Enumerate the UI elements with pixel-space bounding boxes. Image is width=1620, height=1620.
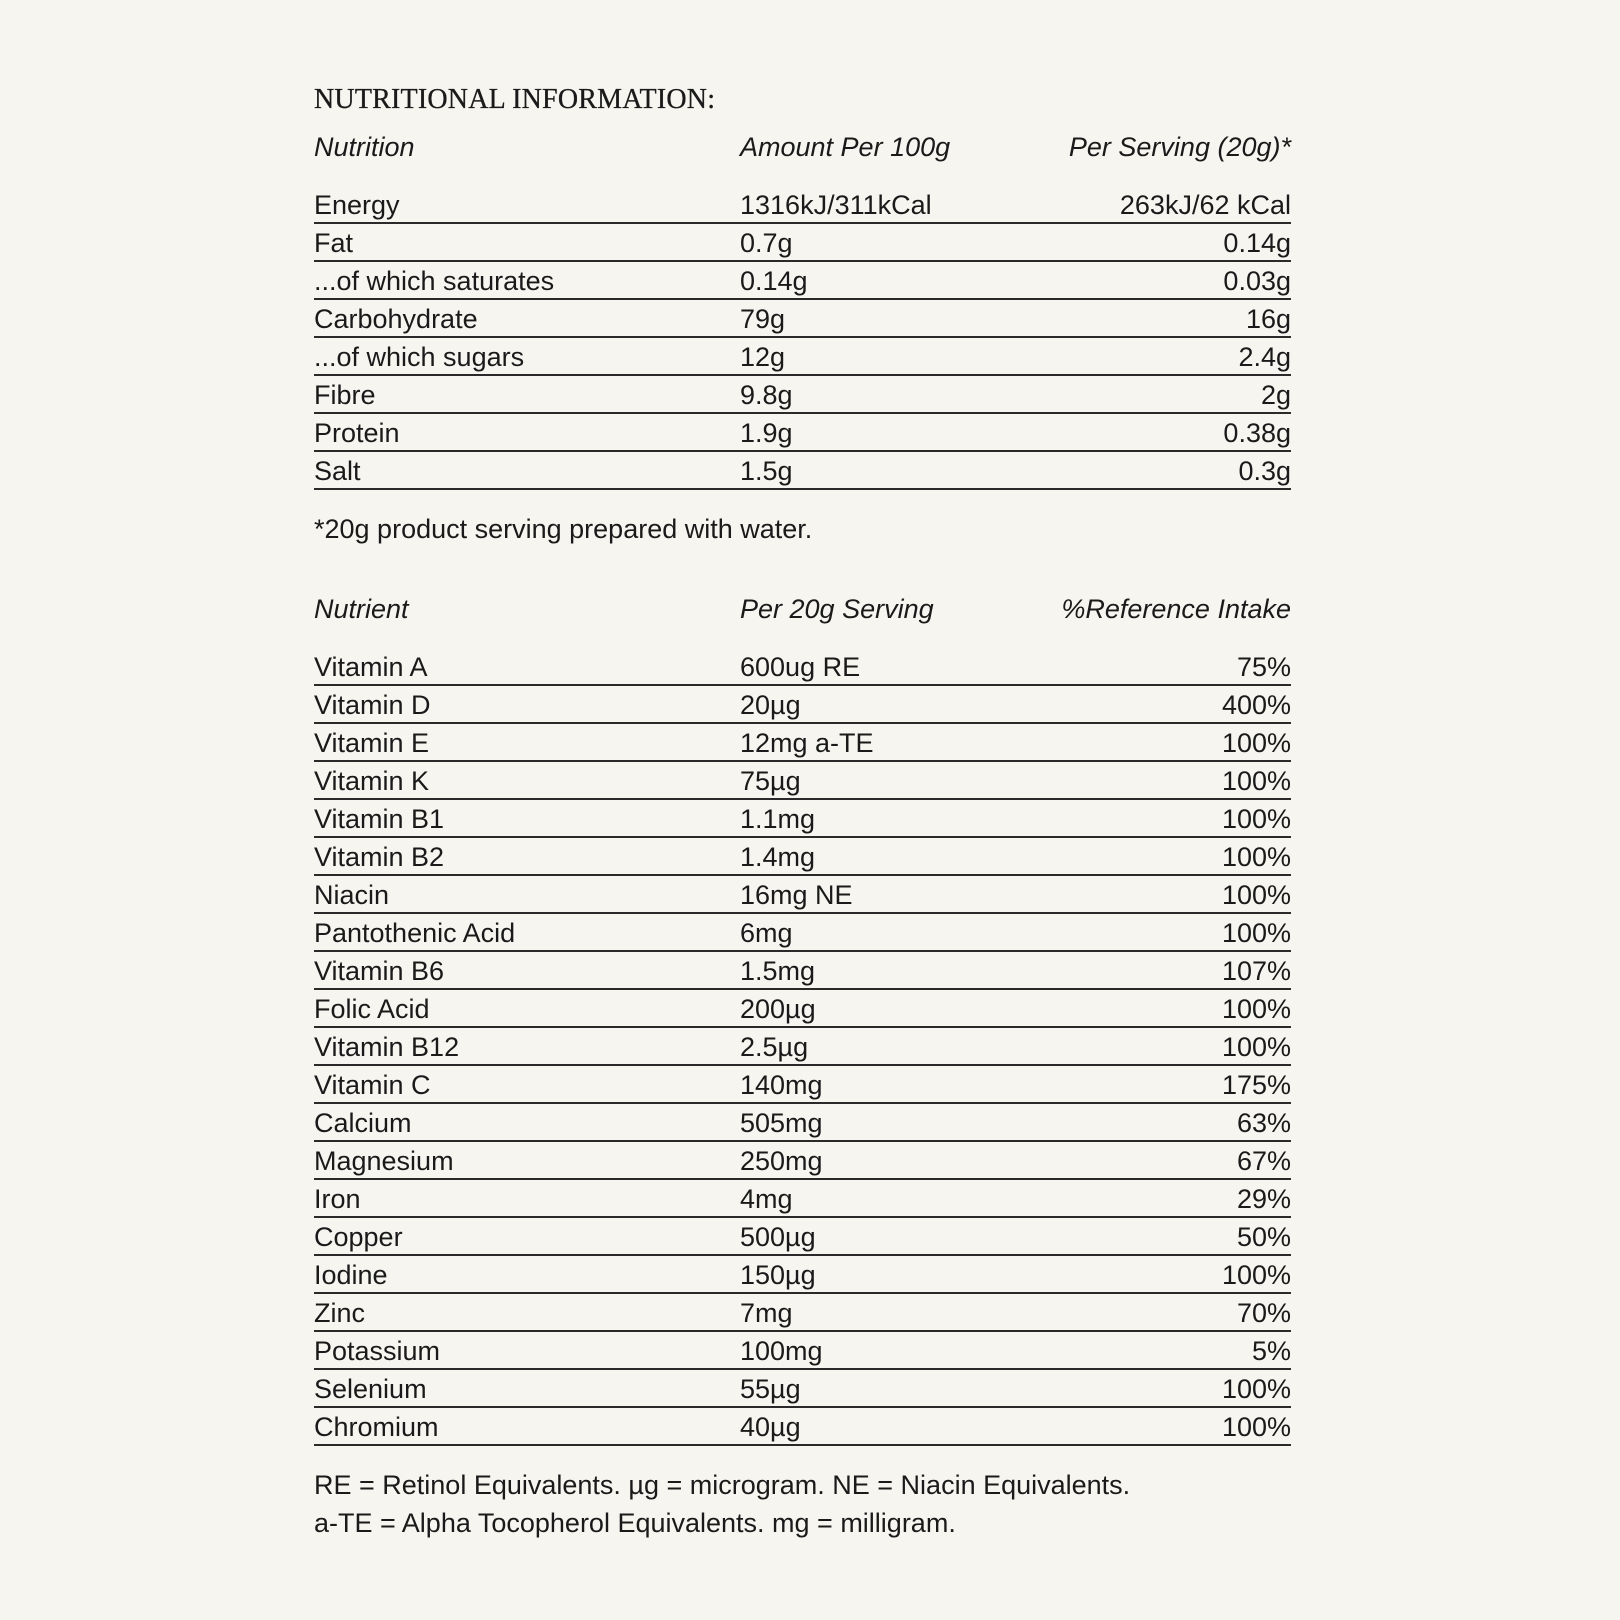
abbreviations-line-2: a-TE = Alpha Tocopherol Equivalents. mg = milligram.: [314, 1508, 956, 1538]
nutrient-name: Niacin: [314, 875, 740, 913]
amount-value: 600ug RE: [740, 648, 992, 685]
column-header-reference-intake: %Reference Intake: [1061, 594, 1291, 624]
table-row: [314, 799, 1291, 837]
serving-value: 16g: [1008, 299, 1291, 337]
serving-value: 100%: [992, 761, 1291, 799]
serving-value: 75%: [992, 648, 1291, 685]
serving-value: 100%: [992, 1369, 1291, 1407]
amount-value: 4mg: [740, 1179, 992, 1217]
serving-value: 400%: [992, 685, 1291, 723]
micronutrient-table-body: [314, 648, 1291, 1445]
amount-value: 1.9g: [740, 413, 1008, 451]
nutrient-name: ...of which saturates: [314, 261, 740, 299]
table-row: [314, 261, 1291, 299]
nutrient-name: Selenium: [314, 1369, 740, 1407]
table-header-row: [314, 594, 1291, 648]
serving-value: 100%: [992, 875, 1291, 913]
nutrient-name: Vitamin E: [314, 723, 740, 761]
nutrient-name: Calcium: [314, 1103, 740, 1141]
nutrient-name: Copper: [314, 1217, 740, 1255]
serving-value: 0.14g: [1008, 223, 1291, 261]
serving-value: 70%: [992, 1293, 1291, 1331]
nutrient-name: Vitamin B6: [314, 951, 740, 989]
table-row: [314, 223, 1291, 261]
table-row: [314, 186, 1291, 223]
serving-value: 100%: [992, 1407, 1291, 1445]
amount-value: 2.5µg: [740, 1027, 992, 1065]
amount-value: 150µg: [740, 1255, 992, 1293]
amount-value: 16mg NE: [740, 875, 992, 913]
amount-value: 20µg: [740, 685, 992, 723]
micronutrient-table: [314, 594, 1291, 1446]
serving-value: 50%: [992, 1217, 1291, 1255]
table-header-row: [314, 132, 1291, 186]
serving-value: 0.3g: [1008, 451, 1291, 489]
nutrition-panel: [314, 84, 1291, 1542]
amount-value: 0.7g: [740, 223, 1008, 261]
nutrient-name: Iron: [314, 1179, 740, 1217]
serving-value: 29%: [992, 1179, 1291, 1217]
nutrient-name: Vitamin B1: [314, 799, 740, 837]
table-row: [314, 1293, 1291, 1331]
amount-value: 12g: [740, 337, 1008, 375]
abbreviations-line-1: RE = Retinol Equivalents. µg = microgram. NE = Niacin Equivalents.: [314, 1470, 1131, 1500]
amount-value: 12mg a-TE: [740, 723, 992, 761]
serving-value: 2.4g: [1008, 337, 1291, 375]
serving-value: 100%: [992, 913, 1291, 951]
serving-value: 100%: [992, 1255, 1291, 1293]
amount-value: 7mg: [740, 1293, 992, 1331]
amount-value: 140mg: [740, 1065, 992, 1103]
table-row: [314, 1331, 1291, 1369]
serving-value: 63%: [992, 1103, 1291, 1141]
amount-value: 500µg: [740, 1217, 992, 1255]
amount-value: 6mg: [740, 913, 992, 951]
table-row: [314, 1179, 1291, 1217]
nutrient-name: Vitamin B12: [314, 1027, 740, 1065]
table-row: [314, 337, 1291, 375]
amount-value: 250mg: [740, 1141, 992, 1179]
table-row: [314, 1141, 1291, 1179]
column-header-per-serving: Per Serving (20g)*: [1068, 132, 1291, 162]
serving-value: 263kJ/62 kCal: [1008, 186, 1291, 223]
amount-value: 75µg: [740, 761, 992, 799]
table-row: [314, 875, 1291, 913]
abbreviations-footnote: [314, 1466, 1291, 1542]
amount-value: 1316kJ/311kCal: [740, 186, 1008, 223]
table-row: [314, 1065, 1291, 1103]
nutrient-name: Fibre: [314, 375, 740, 413]
amount-value: 1.5g: [740, 451, 1008, 489]
nutrient-name: Vitamin A: [314, 648, 740, 685]
nutrient-name: Pantothenic Acid: [314, 913, 740, 951]
table-row: [314, 1369, 1291, 1407]
serving-value: 0.38g: [1008, 413, 1291, 451]
serving-value: 107%: [992, 951, 1291, 989]
nutrition-table: [314, 132, 1291, 490]
amount-value: 1.4mg: [740, 837, 992, 875]
nutrient-name: Energy: [314, 186, 740, 223]
table-row: [314, 375, 1291, 413]
nutrient-name: Folic Acid: [314, 989, 740, 1027]
table-row: [314, 761, 1291, 799]
serving-footnote: *20g product serving prepared with water.: [314, 514, 813, 544]
nutrient-name: Vitamin B2: [314, 837, 740, 875]
nutrient-name: Vitamin K: [314, 761, 740, 799]
column-header-nutrient: Nutrient: [314, 594, 409, 624]
column-header-nutrition: Nutrition: [314, 132, 415, 162]
serving-value: 100%: [992, 799, 1291, 837]
serving-value: 100%: [992, 723, 1291, 761]
serving-value: 100%: [992, 837, 1291, 875]
nutrient-name: Zinc: [314, 1293, 740, 1331]
nutrient-name: Magnesium: [314, 1141, 740, 1179]
table-row: [314, 1255, 1291, 1293]
nutrient-name: Salt: [314, 451, 740, 489]
serving-value: 0.03g: [1008, 261, 1291, 299]
amount-value: 100mg: [740, 1331, 992, 1369]
table-row: [314, 1407, 1291, 1445]
page-title: NUTRITIONAL INFORMATION:: [314, 84, 716, 115]
amount-value: 79g: [740, 299, 1008, 337]
nutrient-name: Iodine: [314, 1255, 740, 1293]
amount-value: 0.14g: [740, 261, 1008, 299]
amount-value: 55µg: [740, 1369, 992, 1407]
table-row: [314, 723, 1291, 761]
amount-value: 9.8g: [740, 375, 1008, 413]
nutrient-name: Protein: [314, 413, 740, 451]
table-row: [314, 648, 1291, 685]
nutrient-name: ...of which sugars: [314, 337, 740, 375]
table-row: [314, 837, 1291, 875]
serving-value: 2g: [1008, 375, 1291, 413]
nutrient-name: Vitamin D: [314, 685, 740, 723]
table-row: [314, 1103, 1291, 1141]
serving-value: 100%: [992, 1027, 1291, 1065]
serving-value: 5%: [992, 1331, 1291, 1369]
serving-value: 100%: [992, 989, 1291, 1027]
serving-value: 175%: [992, 1065, 1291, 1103]
table-row: [314, 299, 1291, 337]
nutrient-name: Fat: [314, 223, 740, 261]
amount-value: 1.1mg: [740, 799, 992, 837]
amount-value: 40µg: [740, 1407, 992, 1445]
table-row: [314, 913, 1291, 951]
column-header-per-serving: Per 20g Serving: [740, 594, 934, 624]
table-row: [314, 1217, 1291, 1255]
nutrient-name: Chromium: [314, 1407, 740, 1445]
nutrition-table-body: [314, 186, 1291, 489]
table-row: [314, 1027, 1291, 1065]
column-header-per-100g: Amount Per 100g: [740, 132, 951, 162]
amount-value: 1.5mg: [740, 951, 992, 989]
table-row: [314, 989, 1291, 1027]
table-row: [314, 413, 1291, 451]
serving-value: 67%: [992, 1141, 1291, 1179]
table-row: [314, 951, 1291, 989]
amount-value: 505mg: [740, 1103, 992, 1141]
table-row: [314, 685, 1291, 723]
nutrient-name: Carbohydrate: [314, 299, 740, 337]
amount-value: 200µg: [740, 989, 992, 1027]
nutrient-name: Potassium: [314, 1331, 740, 1369]
table-row: [314, 451, 1291, 489]
nutrient-name: Vitamin C: [314, 1065, 740, 1103]
